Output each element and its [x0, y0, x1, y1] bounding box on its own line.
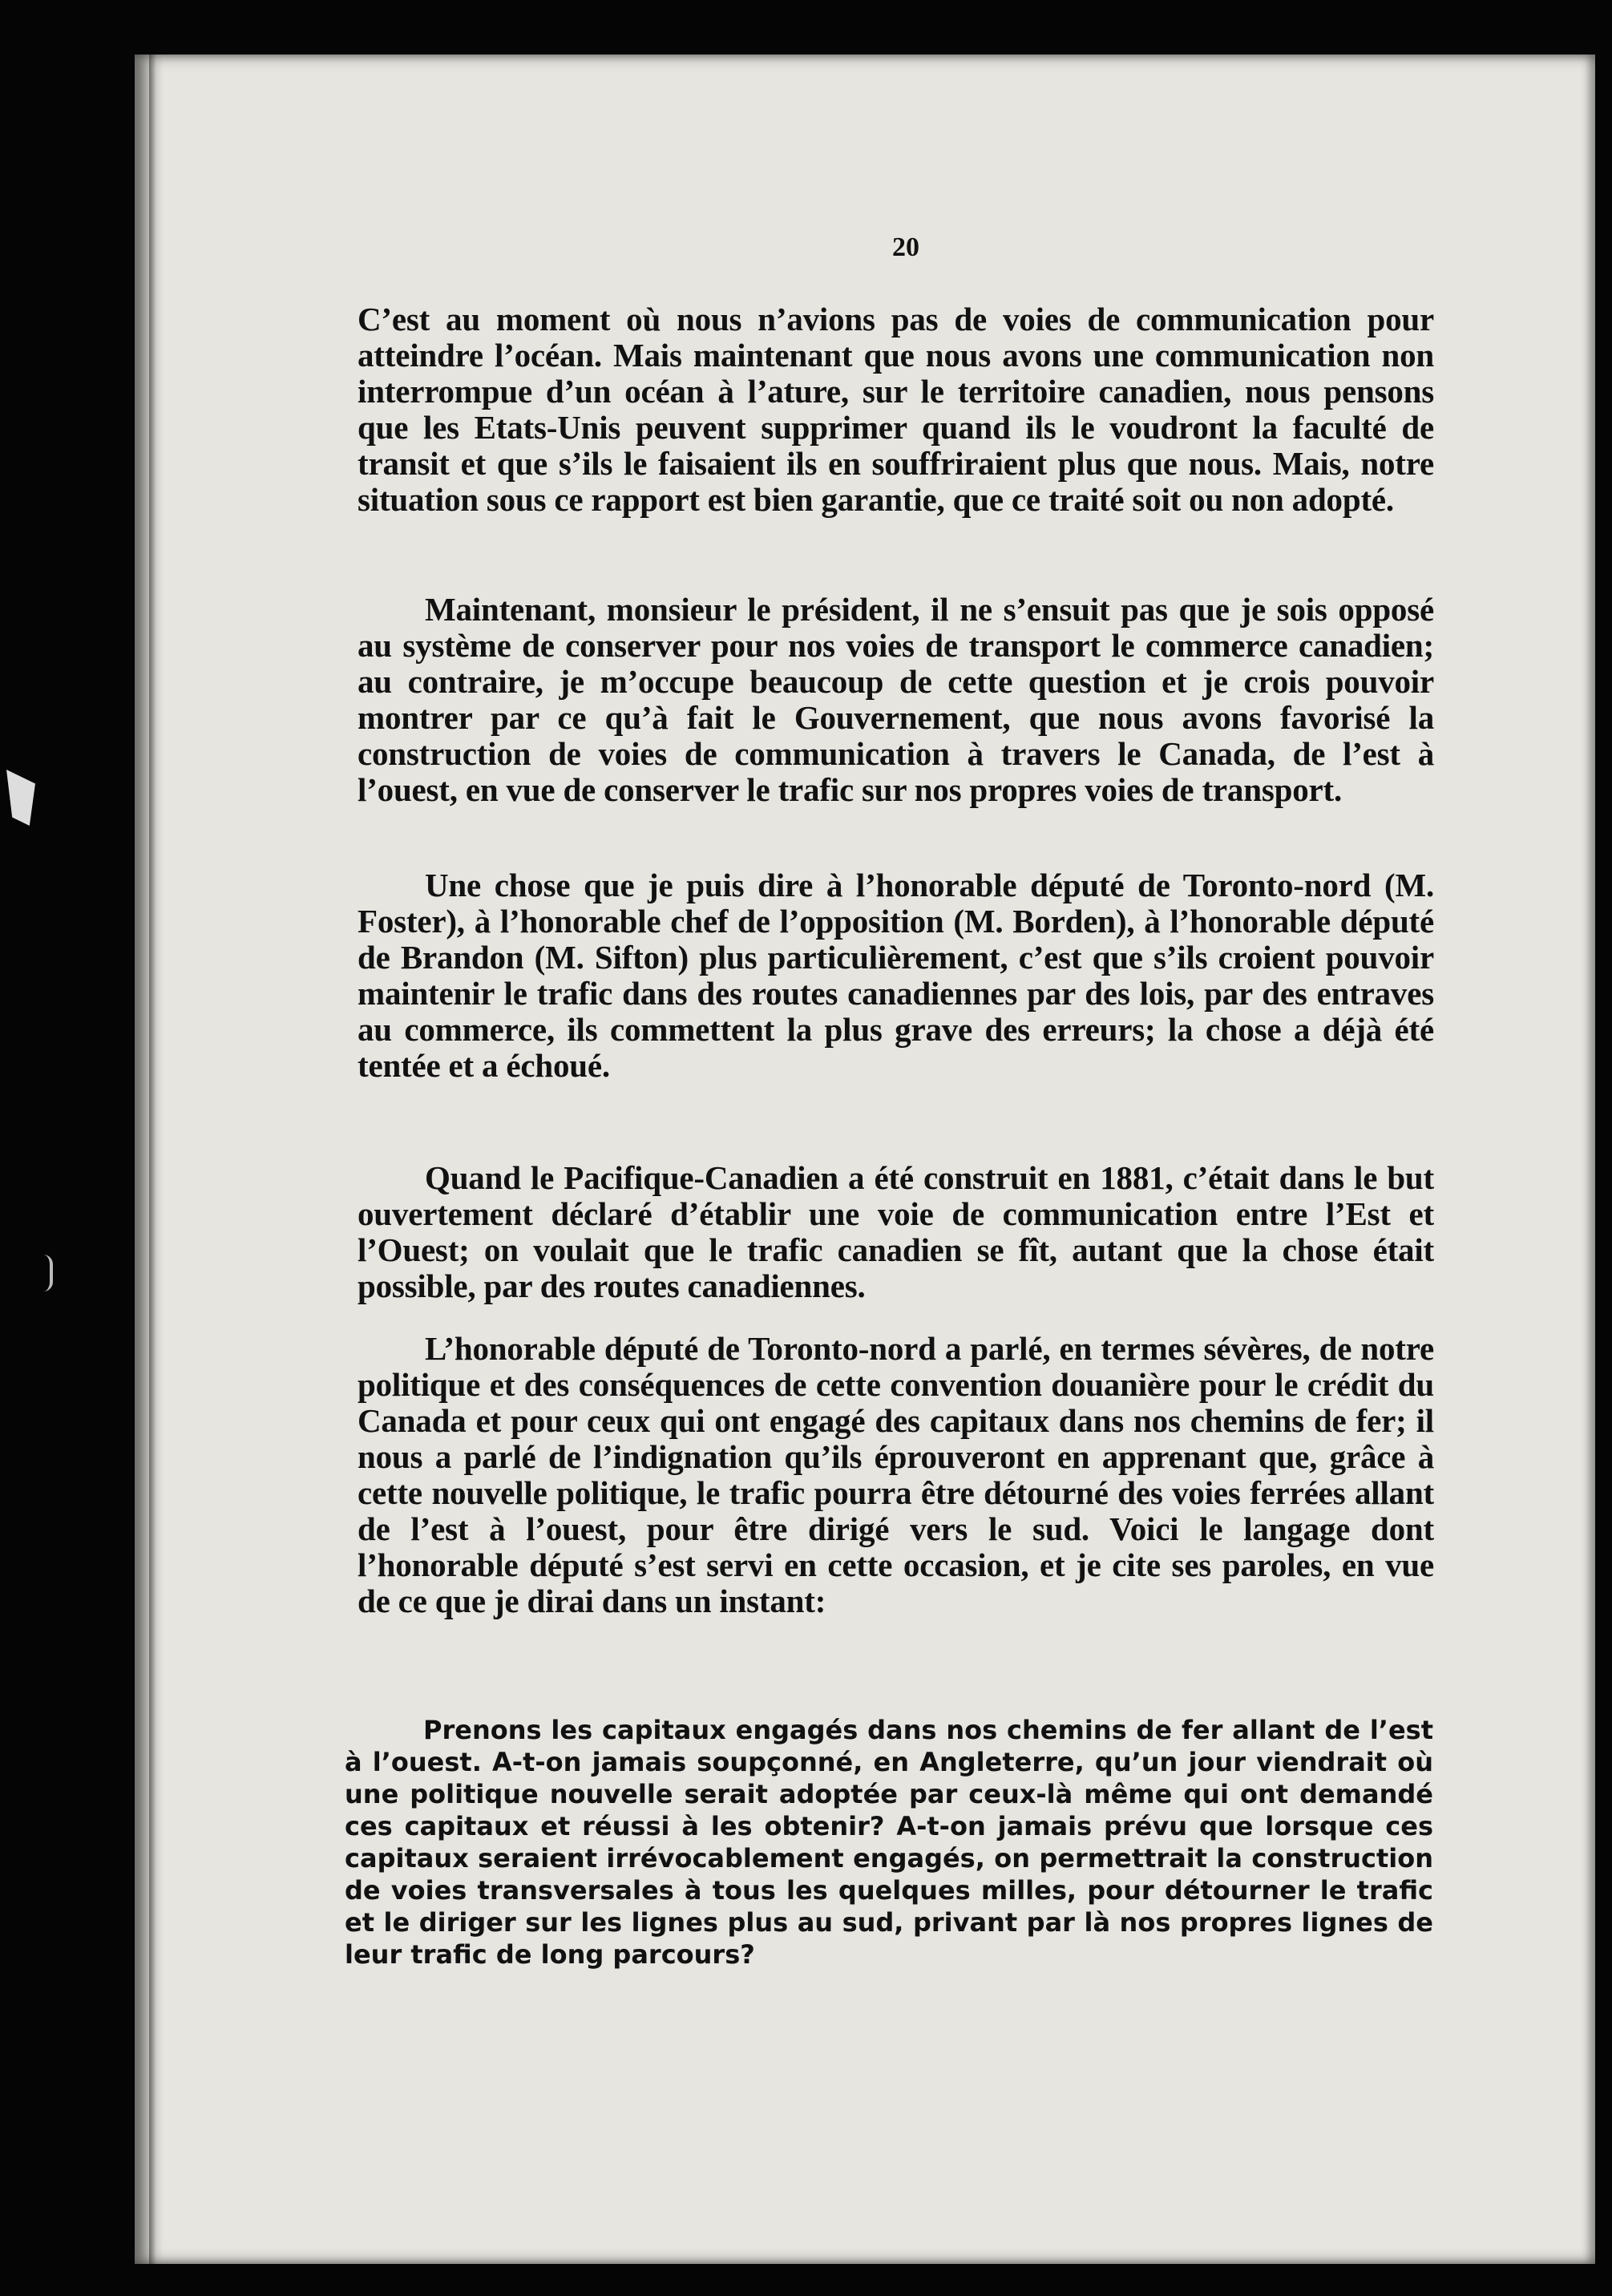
- scan-edge-mark: [43, 1255, 53, 1292]
- block-quote: Prenons les capitaux engagés dans nos chemins de fer allant de l’est à l’ouest. A-t-on jamais soupçonné, en Angleterre, qu’un jour viendrait où une politique nouvelle serait adoptée par ceux-là même qui ont demandé ces capitaux et réussi à les obtenir? A-t-on jamais prévu que lorsque ces capitaux seraient irrévocablement engagés, on permettrait la construction de voies transversales à tous les quelques milles, pour détourner le trafic et le diriger sur les lignes plus au sud, privant par là nos propres lignes de leur trafic de long parcours?: [345, 1715, 1433, 1970]
- paragraph-3: Une chose que je puis dire à l’honorable député de Toronto-nord (M. Foster), à l’honorable chef de l’opposition (M. Borden), à l’honorable député de Brandon (M. Sifton) plus particulièrement, c’est que s’ils croient pouvoir maintenir le trafic dans des routes canadiennes par des lois, par des entraves au commerce, ils commettent la plus grave des erreurs; la chose a déjà été tentée et a échoué.: [358, 867, 1434, 1084]
- paragraph-1: C’est au moment où nous n’avions pas de voies de communication pour atteindre l’océan. Mais maintenant que nous avons une communication non interrompue d’un océan à l’ature, sur le territoire canadien, nous pensons que les Etats-Unis peuvent supprimer quand ils le voudront la faculté de transit et que s’ils le faisaient ils en souffriraient plus que nous. Mais, notre situation sous ce rapport est bien garantie, que ce traité soit ou non adopté.: [358, 301, 1434, 518]
- paragraph-4: Quand le Pacifique-Canadien a été construit en 1881, c’était dans le but ouvertement déclaré d’établir une voie de communication entre l’Est et l’Ouest; on voulait que le trafic canadien se fît, autant que la chose était possible, par des routes canadiennes.: [358, 1159, 1434, 1304]
- paragraph-2: Maintenant, monsieur le président, il ne s’ensuit pas que je sois opposé au système de conserver pour nos voies de transport le commerce canadien; au contraire, je m’occupe beaucoup de cette question et je crois pouvoir montrer par ce qu’à fait le Gouvernement, que nous avons favorisé la construction de voies de communication à travers le Canada, de l’est à l’ouest, en vue de conserver le trafic sur nos propres voies de transport.: [358, 591, 1434, 808]
- paragraph-5: L’honorable député de Toronto-nord a parlé, en termes sévères, de notre politique et des conséquences de cette convention douanière pour le crédit du Canada et pour ceux qui ont engagé des capitaux dans nos chemins de fer; il nous a parlé de l’indignation qu’ils éprouveront en apprenant que, grâce à cette nouvelle politique, le trafic pourra être détourné des voies ferrées allant de l’est à l’ouest, pour être dirigé vers le sud. Voici le langage dont l’honorable député s’est servi en cette occasion, et je cite ses paroles, en vue de ce que je dirai dans un instant:: [358, 1330, 1434, 1619]
- page-number: 20: [892, 232, 919, 262]
